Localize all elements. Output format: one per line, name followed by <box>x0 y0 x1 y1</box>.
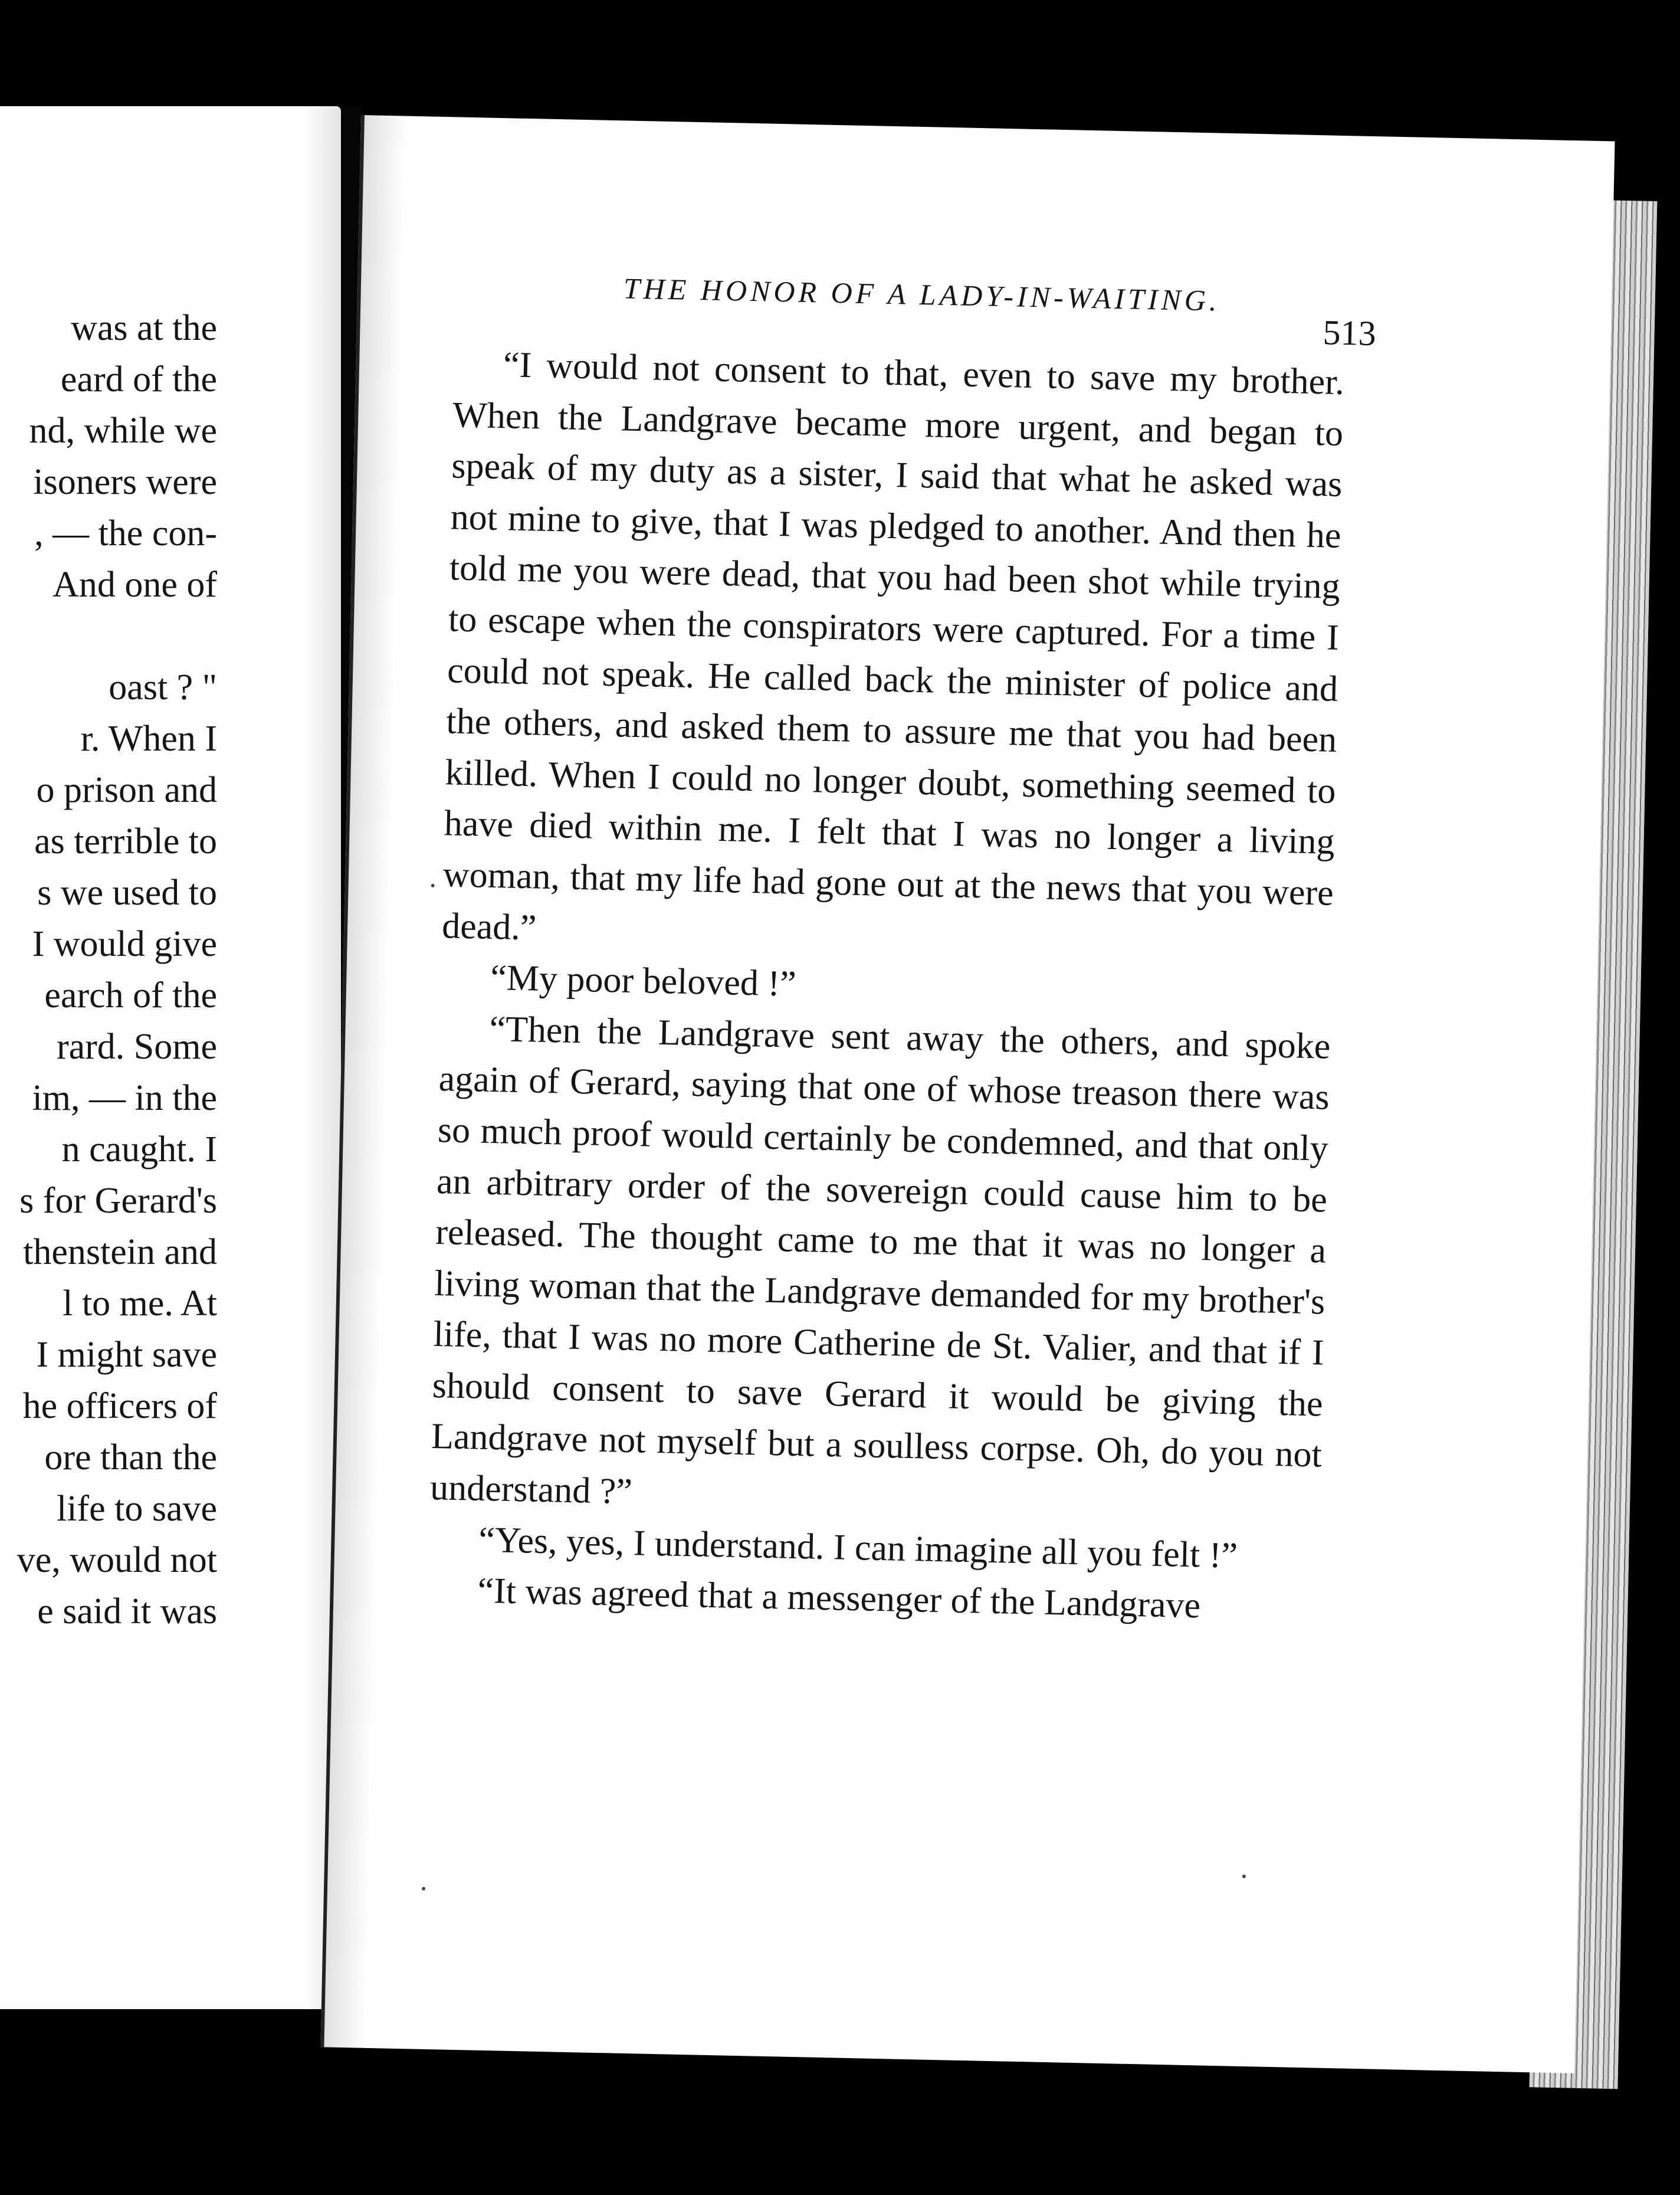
left-line: he officers of <box>22 1386 217 1426</box>
paragraph: “It was agreed that a messenger of the Landgrave <box>477 1570 1201 1626</box>
left-line: o prison and <box>36 770 217 810</box>
left-line: I would give <box>32 924 217 964</box>
left-line: l to me. At <box>63 1283 217 1323</box>
left-line: , — the con- <box>34 513 217 553</box>
ink-speck <box>431 884 435 887</box>
left-line: I might save <box>36 1335 217 1375</box>
left-line: life to save <box>56 1489 217 1529</box>
left-line: as terrible to <box>34 821 217 861</box>
left-line: was at the <box>71 308 217 348</box>
left-line: ve, would not <box>17 1540 217 1580</box>
left-line: e said it was <box>37 1591 217 1631</box>
paragraph: “Then the Landgrave sent away the others, and spoke again of Gerard, saying that one of whose treason there was so much proof would certainly be condemned, and that only an arbitrary order of the sovereign could cause him to be released. The thought came to me that it was no longer a living woman that the Landgrave demanded for my brother's life, that I was no more Catherine de St. Valier, and that if I should consent to save Gerard it would be giving the Landgrave not myself but a soulless corpse. Oh, do you not understand ?” <box>429 1008 1331 1512</box>
left-line: im, — in the <box>32 1078 217 1118</box>
right-page-stack <box>320 115 1659 2089</box>
left-page <box>0 106 341 2009</box>
paragraph: “My poor beloved !” <box>490 958 797 1004</box>
ink-speck <box>422 1887 425 1891</box>
paragraph: “Yes, yes, I understand. I can imagine all you felt !” <box>478 1519 1238 1576</box>
paragraph: “I would not consent to that, even to save my brother. When the Landgrave became more urgent, and began to speak of my duty as a sister, I said that what he asked was not mine to give, that I was pledged to another. And then he told me you were dead, that you had been shot while trying to escape when the conspirators were captured. For a time I could not speak. He called back the minister of police and the others, and asked them to assure me that you had been killed. When I could no longer doubt, something seemed to have died within me. I felt that I was no longer a living woman, that my life had gone out at the news that you were dead.” <box>441 345 1345 948</box>
left-line: earch of the <box>44 975 217 1015</box>
left-line: isoners were <box>33 462 217 502</box>
left-line: eard of the <box>60 359 217 399</box>
left-line: thenstein and <box>23 1232 217 1272</box>
left-line: ore than the <box>44 1437 217 1477</box>
left-line: s for Gerard's <box>19 1181 217 1221</box>
left-line: rard. Some <box>56 1027 217 1067</box>
left-line: s we used to <box>37 873 217 913</box>
left-line: oast ? " <box>109 667 217 707</box>
left-line: r. When I <box>80 719 217 759</box>
page-number: 513 <box>1322 313 1377 353</box>
body-text <box>428 338 1345 1634</box>
left-line: n caught. I <box>61 1129 217 1169</box>
ink-speck <box>1242 1875 1246 1878</box>
right-page <box>320 115 1615 2073</box>
left-line: nd, while we <box>29 411 217 451</box>
running-head: THE HONOR OF A LADY-IN-WAITING. <box>623 271 1221 317</box>
left-line: And one of <box>52 565 217 605</box>
